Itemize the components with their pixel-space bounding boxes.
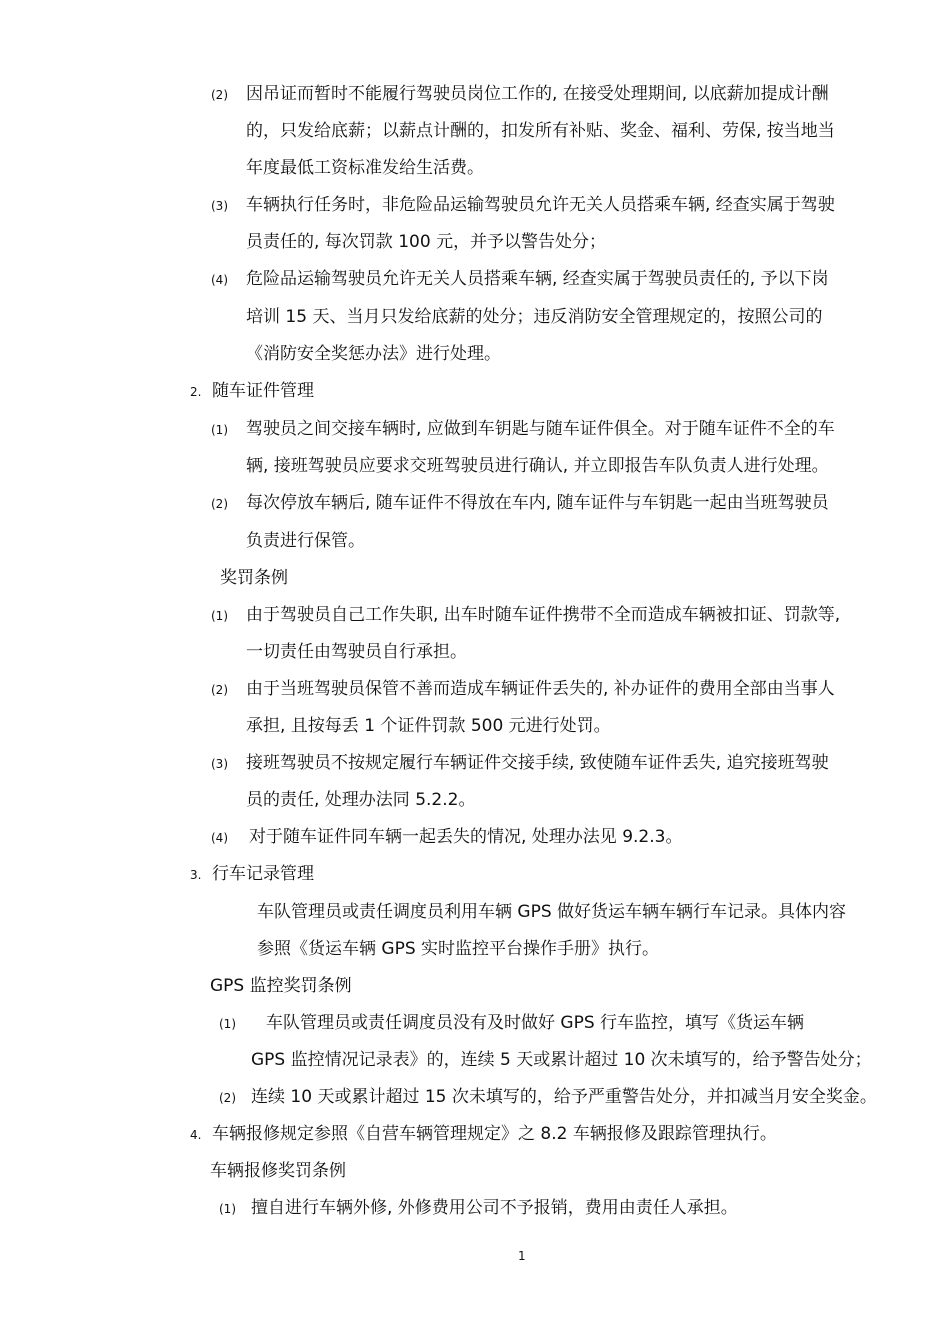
item-number: (2) — [211, 497, 228, 511]
item-number: (3) — [211, 757, 228, 771]
paragraph-line: 接班驾驶员不按规定履行车辆证件交接手续, 致使随车证件丢失, 追究接班驾驶 — [246, 753, 829, 773]
paragraph-line: 因吊证而暂时不能履行驾驶员岗位工作的, 在接受处理期间, 以底薪加提成计酬 — [246, 84, 829, 104]
paragraph-line: 每次停放车辆后, 随车证件不得放在车内, 随车证件与车钥匙一起由当班驾驶员 — [246, 493, 829, 513]
paragraph-line: 对于随车证件同车辆一起丢失的情况, 处理办法见 9.2.3。 — [249, 827, 683, 847]
subheading: 奖罚条例 — [220, 568, 288, 588]
item-number: (2) — [211, 88, 228, 102]
item-number: (1) — [219, 1017, 236, 1031]
paragraph-line: 擅自进行车辆外修, 外修费用公司不予报销，费用由责任人承担。 — [251, 1198, 738, 1218]
paragraph-line: 参照《货运车辆 GPS 实时监控平台操作手册》执行。 — [257, 939, 660, 959]
paragraph-line: 连续 10 天或累计超过 15 次未填写的，给予严重警告处分，并扣减当月安全奖金。 — [251, 1087, 877, 1107]
paragraph-line: 车辆执行任务时，非危险品运输驾驶员允许无关人员搭乘车辆, 经查实属于驾驶 — [246, 195, 835, 215]
paragraph-line: 车队管理员或责任调度员没有及时做好 GPS 行车监控，填写《货运车辆 — [266, 1013, 805, 1033]
section-number: 3. — [190, 868, 202, 882]
paragraph-line: 员责任的, 每次罚款 100 元，并予以警告处分； — [246, 232, 607, 252]
paragraph-line: 车队管理员或责任调度员利用车辆 GPS 做好货运车辆车辆行车记录。具体内容 — [257, 902, 847, 922]
paragraph-line: 的，只发给底薪；以薪点计酬的，扣发所有补贴、奖金、福利、劳保, 按当地当 — [246, 121, 835, 141]
page-number: 1 — [518, 1249, 526, 1263]
item-number: (3) — [211, 199, 228, 213]
item-number: (1) — [211, 423, 228, 437]
item-number: (1) — [219, 1202, 236, 1216]
paragraph-line: 培训 15 天、当月只发给底薪的处分；违反消防安全管理规定的，按照公司的 — [246, 307, 823, 327]
section-heading: 行车记录管理 — [212, 864, 314, 884]
paragraph-line: 员的责任, 处理办法同 5.2.2。 — [246, 790, 476, 810]
paragraph-line: 负责进行保管。 — [246, 531, 365, 551]
paragraph-line: 驾驶员之间交接车辆时, 应做到车钥匙与随车证件俱全。对于随车证件不全的车 — [246, 419, 835, 439]
subheading: 车辆报修奖罚条例 — [210, 1161, 346, 1181]
paragraph-line: 辆, 接班驾驶员应要求交班驾驶员进行确认, 并立即报告车队负责人进行处理。 — [246, 456, 829, 476]
paragraph-line: 由于驾驶员自己工作失职, 出车时随车证件携带不全而造成车辆被扣证、罚款等, — [246, 605, 841, 625]
section-number: 2. — [190, 385, 202, 399]
paragraph-line: 危险品运输驾驶员允许无关人员搭乘车辆, 经查实属于驾驶员责任的, 予以下岗 — [246, 269, 829, 289]
subheading: GPS 监控奖罚条例 — [210, 976, 352, 996]
item-number: (1) — [211, 609, 228, 623]
paragraph-line: 《消防安全奖惩办法》进行处理。 — [246, 344, 501, 364]
section-heading: 随车证件管理 — [212, 381, 314, 401]
paragraph-line: 由于当班驾驶员保管不善而造成车辆证件丢失的, 补办证件的费用全部由当事人 — [246, 679, 835, 699]
section-number: 4. — [190, 1128, 202, 1142]
item-number: (4) — [211, 831, 228, 845]
item-number: (2) — [219, 1091, 236, 1105]
paragraph-line: 一切责任由驾驶员自行承担。 — [246, 642, 467, 662]
paragraph-line: 年度最低工资标准发给生活费。 — [246, 158, 484, 178]
paragraph-line: GPS 监控情况记录表》的，连续 5 天或累计超过 10 次未填写的，给予警告处分； — [251, 1050, 872, 1070]
item-number: (4) — [211, 273, 228, 287]
paragraph-line: 承担, 且按每丢 1 个证件罚款 500 元进行处罚。 — [246, 716, 611, 736]
item-number: (2) — [211, 683, 228, 697]
section-heading: 车辆报修规定参照《自营车辆管理规定》之 8.2 车辆报修及跟踪管理执行。 — [212, 1124, 777, 1144]
